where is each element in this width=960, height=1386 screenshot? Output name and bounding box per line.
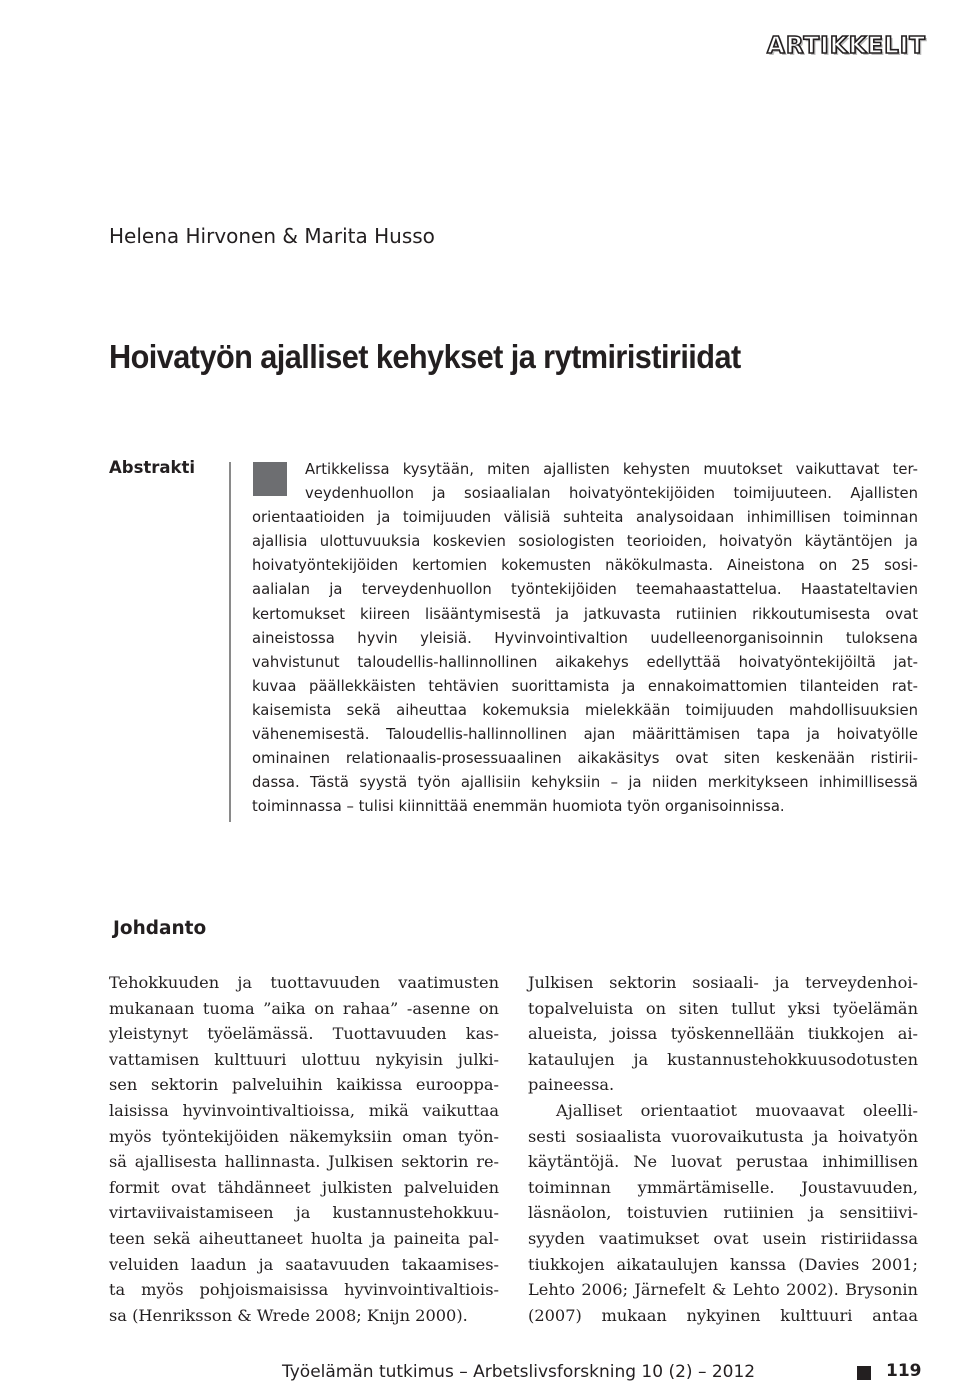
- body-line: läsnäolon, toistuvien rutiinien ja sensitiivi-: [528, 1203, 918, 1223]
- abstract-line: vähenemisestä. Taloudellis-hallinnollinen ajan määrittämisen tapa ja hoivatyölle: [252, 726, 918, 744]
- article-authors: Helena Hirvonen & Marita Husso: [109, 224, 435, 248]
- body-line: käytäntöjä. Ne luovat perustaa inhimillisen: [528, 1152, 918, 1172]
- body-line: alueista, joissa työskennellään tiukkojen ai-: [528, 1024, 918, 1044]
- body-line: Julkisen sektorin sosiaali- ja terveydenhoi-: [528, 973, 918, 992]
- abstract-line: veydenhuollon ja sosiaalialan hoivatyöntekijöiden toimijuuteen. Ajallisten: [305, 485, 918, 503]
- body-line: Lehto 2006; Järnefelt & Lehto 2002). Brysonin: [528, 1280, 918, 1300]
- body-line: Tehokkuuden ja tuottavuuden vaatimusten: [109, 973, 499, 992]
- abstract-line: toiminnassa – tulisi kiinnittää enemmän huomiota työn organisoinnissa.: [252, 798, 785, 816]
- body-line: (2007) mukaan nykyinen kulttuuri antaa: [528, 1305, 918, 1325]
- body-line: sä ajallisesta hallinnasta. Julkisen sektorin re-: [109, 1152, 499, 1172]
- body-line: mukanaan tuoma ”aika on rahaa” -asenne on: [109, 998, 499, 1018]
- page-number: 119: [886, 1361, 922, 1381]
- abstract-line: kertomukset kiireen lisääntymisestä ja jatkuvasta rutiinien rikkoutumisesta ovat: [252, 605, 918, 623]
- article-title: Hoivatyön ajalliset kehykset ja rytmiristiriidat: [109, 338, 741, 375]
- body-line: sa (Henriksson & Wrede 2008; Knijn 2000).: [109, 1305, 468, 1325]
- abstract-label: Abstrakti: [109, 458, 196, 477]
- body-line: sen sektorin palveluihin kaikissa eurooppa-: [109, 1075, 499, 1095]
- body-line: veluiden laadun ja saatavuuden takaamises-: [109, 1254, 499, 1274]
- abstract-line: ominainen relationaalis-prosessuaalinen aikakäsitys ovat siten keskenään ristirii-: [252, 750, 918, 768]
- footer-square-icon: [857, 1366, 871, 1380]
- body-line: vattamisen kulttuuri ulottuu nykyisin julki-: [109, 1049, 499, 1069]
- abstract-line: dassa. Tästä syystä työn ajallisiin kehyksiin – ja niiden merkitykseen inhimillisessä: [252, 774, 918, 792]
- body-line: Ajalliset orientaatiot muovaavat oleelli-: [556, 1100, 918, 1120]
- abstract-line: ajallisia ulottuvuuksia koskevien sosiologisten teorioiden, hoivatyön käytäntöjen ja: [252, 533, 918, 551]
- body-line: tiukkojen aikataulujen kanssa (Davies 2001;: [528, 1254, 918, 1274]
- body-line: syyden vaatimukset ovat usein ristiriidassa: [528, 1228, 918, 1248]
- abstract-divider: [229, 462, 231, 822]
- right-column: [528, 970, 918, 1328]
- left-column: [109, 970, 499, 1328]
- abstract-line: aalialan ja terveydenhuollon työntekijöiden teemahaastattelua. Haastateltavien: [252, 581, 918, 599]
- abstract-line: kuvaa päällekkäisten tehtävien suorittamista ja ennakoimattomien tilanteiden rat-: [252, 677, 918, 695]
- body-line: yleistynyt työelämässä. Tuottavuuden kas-: [109, 1024, 499, 1044]
- abstract-line: aineistossa hyvin yleisiä. Hyvinvointivaltion uudelleenorganisoinnin tuloksena: [252, 629, 918, 647]
- section-tag: ARTIKKELIT: [767, 33, 926, 59]
- abstract-line: orientaatioiden ja toimijuuden välisiä suhteita analysoidaan inhimillisen toiminnan: [252, 509, 918, 527]
- body-line: topalveluista on siten tullut yksi työelämän: [528, 998, 918, 1018]
- body-line: myös työntekijöiden näkemyksiin oman työn-: [109, 1126, 499, 1146]
- body-line: teen sekä aiheuttaneet huolta ja paineita pal-: [109, 1228, 499, 1248]
- body-line: formit ovat tähdänneet julkisten palveluiden: [109, 1177, 499, 1197]
- abstract-line: kaisemista sekä aiheuttaa kokemuksia mielekkään toimijuuden mahdollisuuksien: [252, 701, 918, 719]
- section-heading: Johdanto: [113, 918, 207, 939]
- body-line: virtaviivaistamiseen ja kustannustehokkuu-: [109, 1203, 499, 1223]
- body-line: kataulujen ja kustannustehokkuusodotusten: [528, 1049, 918, 1069]
- abstract-text: [252, 458, 918, 819]
- body-line: toiminnan ymmärtämiselle. Joustavuuden,: [528, 1177, 918, 1197]
- abstract-line: vahvistunut taloudellis-hallinnollinen aikakehys edellyttää hoivatyöntekijöiltä jat-: [252, 653, 918, 671]
- footer-journal: Työelämän tutkimus – Arbetslivsforskning 10 (2) – 2012: [282, 1362, 756, 1382]
- body-line: sesti sosiaalista vuorovaikutusta ja hoivatyön: [528, 1126, 918, 1146]
- abstract-line: hoivatyöntekijöiden kertomien kokemusten näkökulmasta. Aineistona on 25 sosi-: [252, 557, 918, 575]
- abstract-line: Artikkelissa kysytään, miten ajallisten kehysten muutokset vaikuttavat ter-: [305, 461, 918, 478]
- body-line: paineessa.: [528, 1075, 615, 1095]
- body-line: laisissa hyvinvointivaltioissa, mikä vaikuttaa: [109, 1100, 499, 1120]
- body-line: ta myös pohjoismaisissa hyvinvointivaltiois-: [109, 1280, 499, 1300]
